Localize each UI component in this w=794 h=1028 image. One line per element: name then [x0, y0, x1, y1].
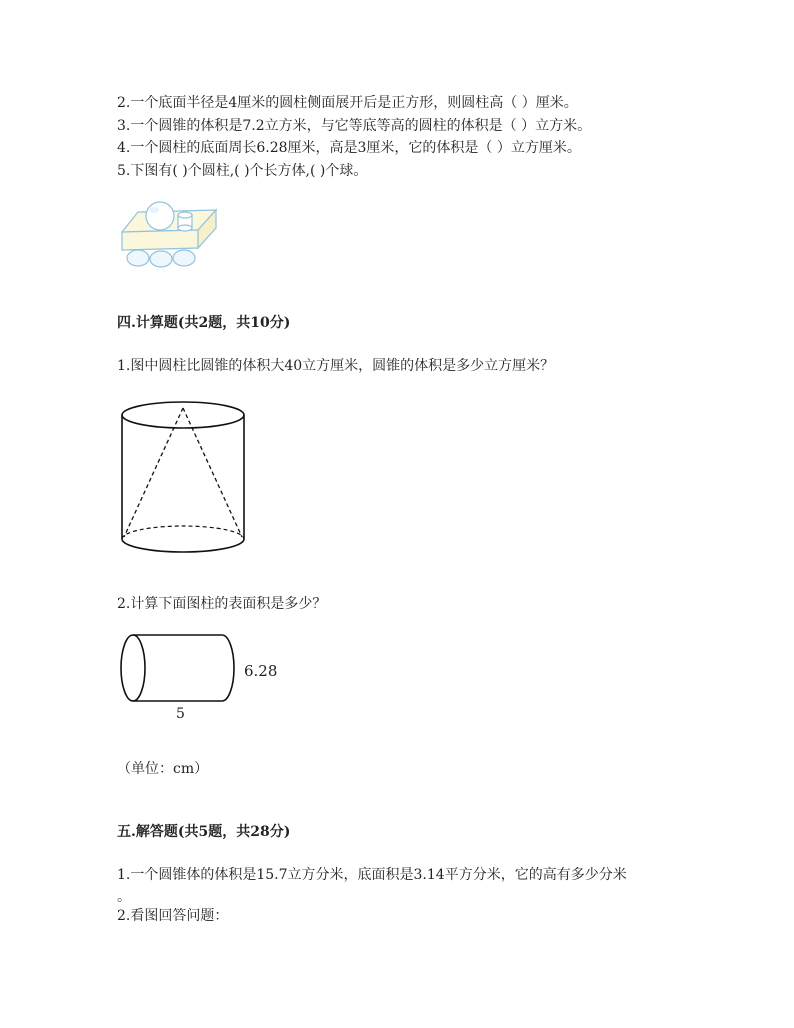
- section-4-heading: 四.计算题(共2题，共10分): [117, 315, 291, 331]
- cylinder-cone-figure: [118, 398, 250, 560]
- cylinder-length-label: 5: [176, 706, 185, 722]
- cone-right-edge: [183, 408, 242, 537]
- shapes-figure: [118, 198, 222, 272]
- sphere: [146, 202, 174, 230]
- question-5: 5.下图有( )个圆柱,( )个长方体,( )个球。: [117, 163, 368, 179]
- section-5-heading: 五.解答题(共5题，共28分): [117, 824, 291, 840]
- section-5-question-1: 1.一个圆锥体的体积是15.7立方分米，底面积是3.14平方分米，它的高有多少分米: [117, 867, 627, 883]
- horizontal-cylinder-figure: [118, 630, 238, 706]
- section-4-question-1: 1.图中圆柱比圆锥的体积大40立方厘米，圆锥的体积是多少立方厘米？: [117, 358, 555, 374]
- cylinder-bottom-front: [122, 539, 244, 552]
- question-2: 2.一个底面半径是4厘米的圆柱侧面展开后是正方形，则圆柱高（ ）厘米。: [117, 95, 578, 111]
- bottom-cylinder-2: [150, 251, 172, 267]
- cylinder-bottom-back: [122, 526, 244, 539]
- bottom-cylinder-1: [127, 250, 149, 266]
- cylinder-top-ellipse: [122, 402, 244, 428]
- cuboid-front: [122, 230, 198, 250]
- bottom-cylinder-3: [173, 250, 195, 266]
- question-3: 3.一个圆锥的体积是7.2立方米，与它等底等高的圆柱的体积是（ ）立方米。: [117, 118, 592, 134]
- section-5-question-1-end: 。: [117, 889, 131, 905]
- section-4-question-2: 2.计算下面图柱的表面积是多少？: [117, 596, 327, 612]
- cylinder-left-end: [121, 635, 145, 701]
- unit-note: （单位：cm）: [117, 761, 209, 777]
- question-4: 4.一个圆柱的底面周长6.28厘米，高是3厘米，它的体积是（ ）立方厘米。: [117, 140, 581, 156]
- cylinder-right-end: [222, 635, 234, 701]
- cylinder-height-label: 6.28: [244, 662, 278, 680]
- cone-left-edge: [124, 408, 183, 537]
- section-5-question-2: 2.看图回答问题：: [117, 908, 229, 924]
